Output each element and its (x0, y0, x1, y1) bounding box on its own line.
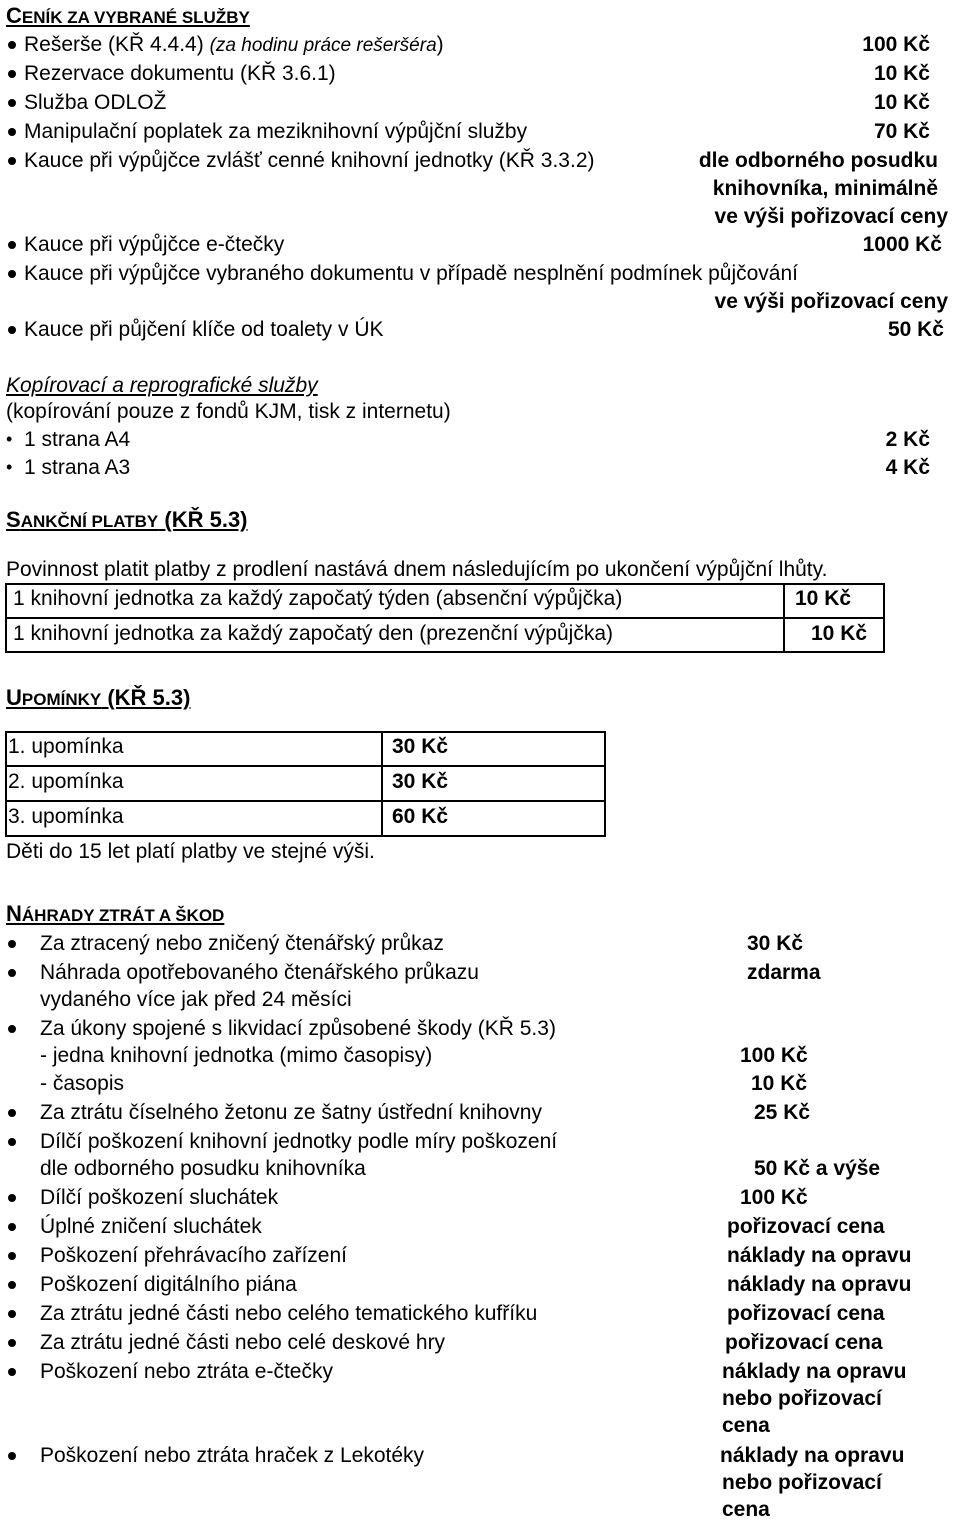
nahrady-h1: N (6, 901, 22, 926)
sankcni-row-label: 1 knihovní jednotka za každý započatý den (prezenční výpůjčka) (13, 622, 614, 645)
nahrady-item-price: pořizovací cena (727, 1215, 885, 1238)
bullet-icon (8, 241, 16, 249)
upominky-row-label: 3. upomínka (8, 805, 124, 828)
sankcni-row-label: 1 knihovní jednotka za každý započatý týden (absenční výpůjčka) (13, 587, 623, 610)
nahrady-sub-price: 10 Kč (751, 1072, 808, 1095)
upominky-table-divider (5, 765, 606, 767)
upominky-row-label: 2. upomínka (8, 770, 124, 793)
nahrady-item-line: Úplné zničení sluchátek (40, 1215, 262, 1238)
sankcni-table-divider (5, 617, 885, 619)
bullet-icon (8, 940, 16, 948)
upominky-row-price: 30 Kč (392, 735, 449, 758)
nahrady-item-line: Za ztrátu číselného žetonu ze šatny ústřední knihovny (40, 1101, 542, 1124)
upominky-note: Děti do 15 let platí platby ve stejné výši. (6, 840, 375, 863)
sankcni-row-price: 10 Kč (811, 622, 868, 645)
cenik-item-label (24, 31, 444, 60)
nahrady-item-line: Za ztrátu jedné části nebo celého tematického kufříku (40, 1302, 538, 1325)
kopirovani-note: (kopírování pouze z fondů KJM, tisk z internetu) (6, 400, 451, 423)
kopirovani-item-label: 1 strana A3 (24, 456, 131, 479)
bullet-icon (8, 1452, 16, 1460)
bullet-icon (8, 969, 16, 977)
upominky-row-label: 1. upomínka (8, 735, 124, 758)
nahrady-h2: ÁHRADY ZTRÁT A ŠKOD (21, 906, 225, 925)
bullet-icon (8, 1339, 16, 1347)
cenik-item-price: ve výši pořizovací ceny (714, 290, 948, 313)
nahrady-item-line: Poškození nebo ztráta hraček z Lekotéky (40, 1444, 425, 1467)
upominky-h2: POMÍNKY (21, 690, 102, 709)
cenik-heading (6, 2, 250, 32)
nahrady-item-price: pořizovací cena (727, 1302, 885, 1325)
cenik-item-label: Kauce při výpůjčce e-čtečky (24, 233, 285, 256)
cenik-item-label: Kauce při půjčení klíče od toalety v ÚK (24, 318, 384, 341)
bullet-icon (8, 99, 16, 107)
nahrady-item-line: Náhrada opotřebovaného čtenářského průkazu (40, 961, 479, 984)
upominky-table-divider (5, 800, 606, 802)
cenik-item-0-tail: ) (436, 33, 444, 56)
bullet-icon (8, 1368, 16, 1376)
small-bullet-icon: • (6, 429, 13, 449)
bullet-icon (8, 1281, 16, 1289)
nahrady-item-price: cena (722, 1414, 770, 1437)
upominky-table-col-divider (381, 731, 383, 837)
kopirovani-item-price: 4 Kč (885, 456, 930, 479)
nahrady-item-line: Za ztracený nebo zničený čtenářský průkaz (40, 932, 444, 955)
nahrady-item-line: Poškození nebo ztráta e-čtečky (40, 1360, 333, 1383)
nahrady-sub-price: 100 Kč (740, 1044, 808, 1067)
nahrady-item-price: náklady na opravu (720, 1444, 905, 1467)
cenik-heading-rest: ENÍK ZA VYBRANÉ SLUŽBY (21, 8, 250, 27)
cenik-item-label: Služba ODLOŽ (24, 91, 167, 114)
nahrady-item-line: dle odborného posudku knihovníka (40, 1157, 366, 1180)
cenik-item-label: Rezervace dokumentu (KŘ 3.6.1) (24, 62, 336, 85)
nahrady-item-price: 100 Kč (740, 1186, 808, 1209)
upominky-h1: U (6, 685, 22, 710)
nahrady-item-price: nebo pořizovací (722, 1471, 882, 1494)
kopirovani-item-label: 1 strana A4 (24, 428, 131, 451)
bullet-icon (8, 1194, 16, 1202)
nahrady-sub-label: - časopis (40, 1072, 125, 1095)
bullet-icon (8, 1025, 16, 1033)
sankcni-row-price: 10 Kč (795, 587, 852, 610)
bullet-icon (8, 1138, 16, 1146)
nahrady-item-price: náklady na opravu (727, 1244, 912, 1267)
nahrady-sub-label: - jedna knihovní jednotka (mimo časopisy) (40, 1044, 433, 1067)
nahrady-item-line: Poškození digitálního piána (40, 1273, 297, 1296)
cenik-item-0-label: Rešerše (KŘ 4.4.4) (24, 33, 210, 56)
sankcni-heading (6, 506, 248, 536)
bullet-icon (8, 1223, 16, 1231)
upominky-row-price: 60 Kč (392, 805, 449, 828)
nahrady-item-price: 25 Kč (754, 1101, 811, 1124)
bullet-icon (8, 1310, 16, 1318)
bullet-icon (8, 41, 16, 49)
nahrady-item-line: Poškození přehrávacího zařízení (40, 1244, 348, 1267)
nahrady-item-price: pořizovací cena (725, 1331, 883, 1354)
cenik-heading-first: C (6, 3, 22, 28)
cenik-item-price: 50 Kč (887, 318, 944, 341)
bullet-icon (8, 128, 16, 136)
cenik-item-price: 100 Kč (862, 33, 930, 56)
upominky-row-price: 30 Kč (392, 770, 449, 793)
nahrady-item-price: zdarma (747, 961, 821, 984)
nahrady-heading (6, 900, 224, 930)
nahrady-item-line: Dílčí poškození sluchátek (40, 1186, 279, 1209)
sankcni-table-col-divider (783, 583, 785, 653)
cenik-item-price: 70 Kč (873, 120, 930, 143)
bullet-icon (8, 157, 16, 165)
cenik-item-label: Kauce při výpůjčce zvlášť cenné knihovní jednotky (KŘ 3.3.2) (24, 149, 595, 172)
kopirovani-item-price: 2 Kč (885, 428, 930, 451)
sankcni-h3: (KŘ 5.3) (158, 507, 248, 532)
cenik-item-label: Kauce při výpůjčce vybraného dokumentu v případě nesplnění podmínek půjčování (24, 262, 798, 285)
nahrady-item-price: cena (722, 1498, 770, 1521)
nahrady-item-price: 30 Kč (747, 932, 804, 955)
bullet-icon (8, 70, 16, 78)
bullet-icon (8, 270, 16, 278)
sankcni-h2: ANKČNÍ PLATBY (20, 512, 159, 531)
upominky-heading (6, 684, 190, 714)
nahrady-item-price: nebo pořizovací (722, 1387, 882, 1410)
nahrady-item-line: vydaného více jak před 24 měsíci (40, 988, 352, 1011)
nahrady-item-price: 50 Kč a výše (754, 1157, 881, 1180)
cenik-item-price: 1000 Kč (862, 233, 942, 256)
sankcni-h1: S (6, 507, 21, 532)
small-bullet-icon: • (6, 457, 13, 477)
sankcni-note: Povinnost platit platby z prodlení nastává dnem následujícím po ukončení výpůjční lhůty. (6, 558, 828, 581)
cenik-item-price-line: knihovníka, minimálně (712, 177, 938, 200)
nahrady-item-price: náklady na opravu (727, 1273, 912, 1296)
cenik-item-price: 10 Kč (873, 62, 930, 85)
cenik-item-price-line: dle odborného posudku (698, 149, 938, 172)
upominky-h3: (KŘ 5.3) (101, 685, 191, 710)
nahrady-item-line: Za úkony spojené s likvidací způsobené škody (KŘ 5.3) (40, 1017, 556, 1040)
bullet-icon (8, 1109, 16, 1117)
bullet-icon (8, 326, 16, 334)
cenik-item-0-italic: (za hodinu práce rešeršéra (209, 35, 437, 56)
cenik-item-price: 10 Kč (873, 91, 930, 114)
nahrady-item-line: Dílčí poškození knihovní jednotky podle míry poškození (40, 1130, 558, 1153)
nahrady-item-price: náklady na opravu (722, 1360, 907, 1383)
bullet-icon (8, 1252, 16, 1260)
nahrady-item-line: Za ztrátu jedné části nebo celé deskové hry (40, 1331, 446, 1354)
kopirovani-heading: Kopírovací a reprografické služby (6, 374, 318, 397)
cenik-item-label: Manipulační poplatek za meziknihovní výpůjční služby (24, 120, 528, 143)
cenik-item-price-line: ve výši pořizovací ceny (714, 205, 948, 228)
